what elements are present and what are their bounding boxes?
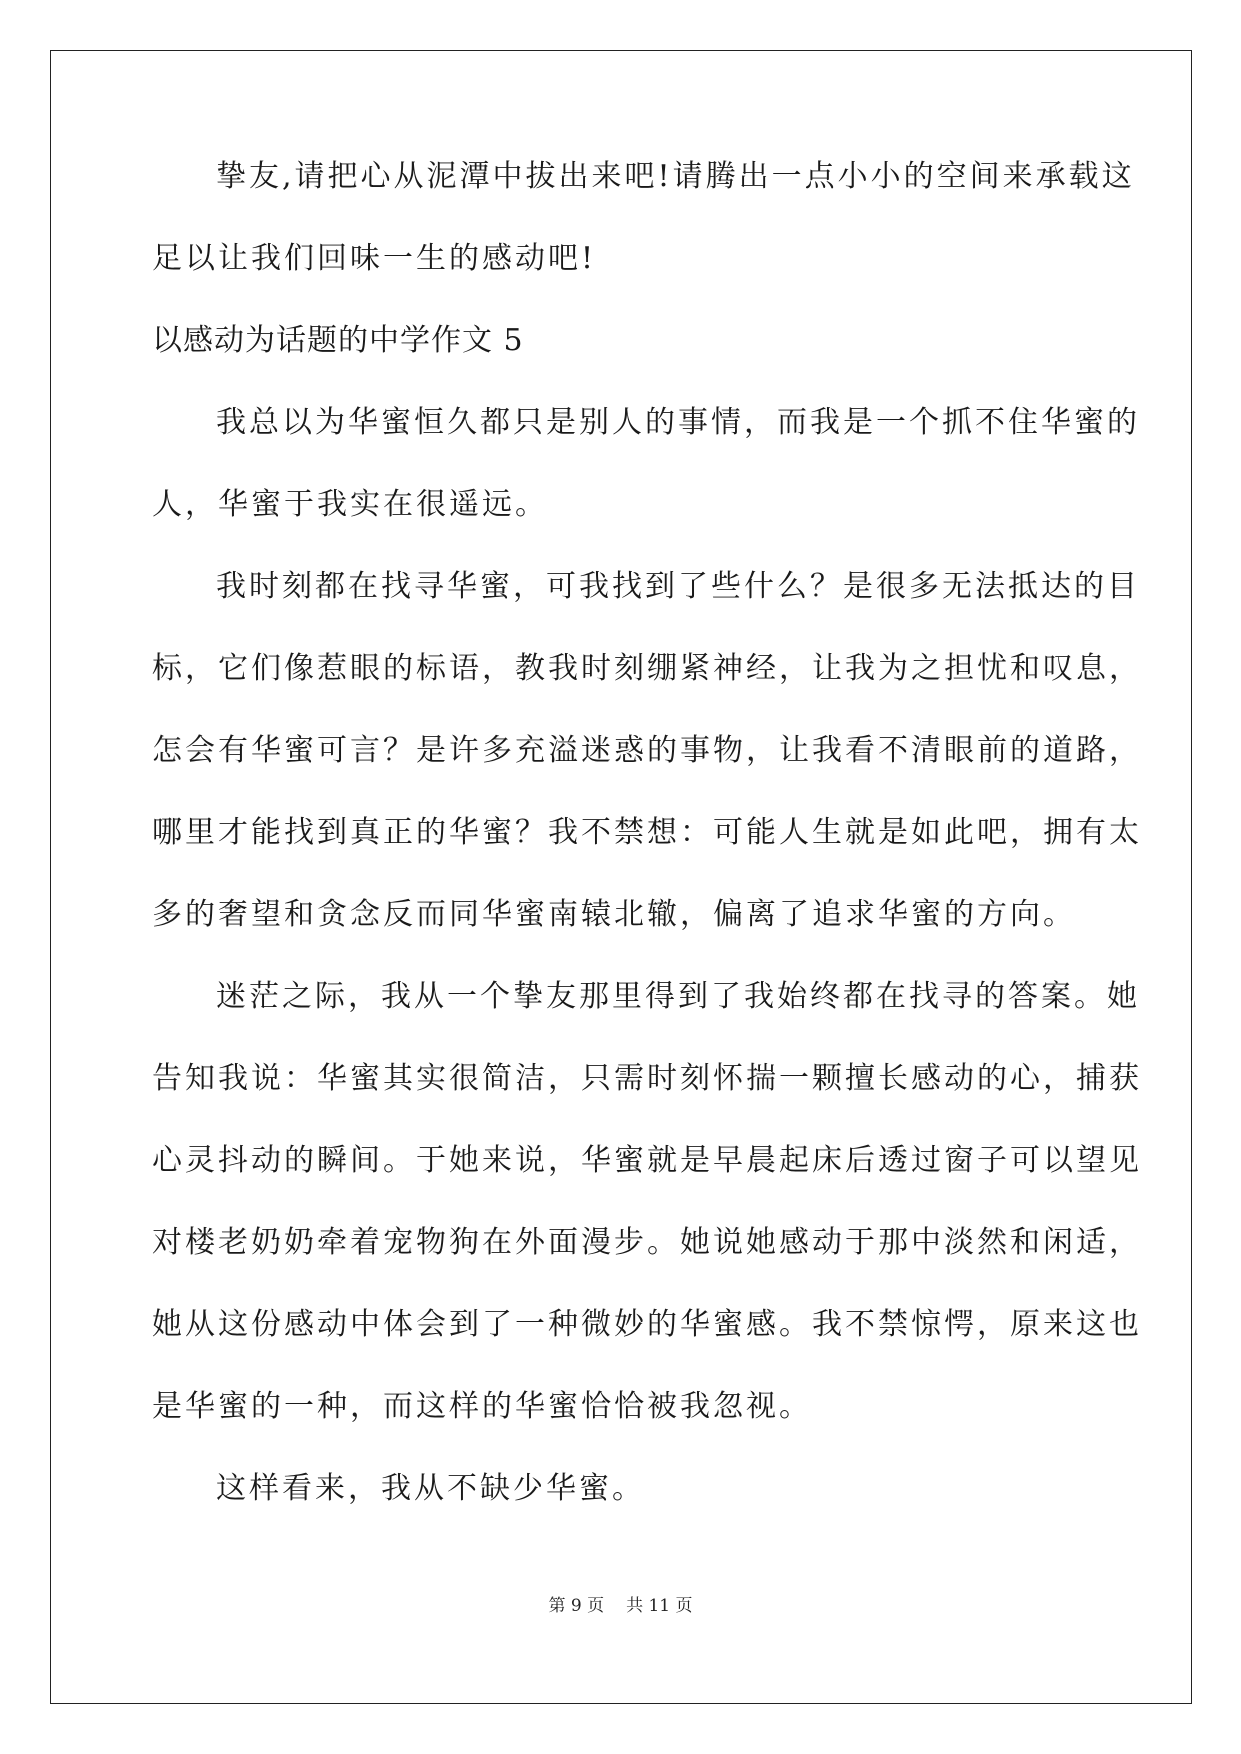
paragraph-line: 对楼老奶奶牵着宠物狗在外面漫步。她说她感动于那中淡然和闲适， (152, 1225, 1142, 1260)
paragraph-line: 怎会有华蜜可言？是许多充溢迷惑的事物，让我看不清眼前的道路， (152, 733, 1142, 768)
paragraph-line: 这样看来，我从不缺少华蜜。 (216, 1471, 645, 1506)
paragraph-line: 人，华蜜于我实在很遥远。 (152, 487, 548, 522)
paragraph-line: 多的奢望和贪念反而同华蜜南辕北辙，偏离了追求华蜜的方向。 (152, 897, 1076, 932)
page-footer (0, 1591, 1241, 1616)
paragraph-line: 我总以为华蜜恒久都只是别人的事情，而我是一个抓不住华蜜的 (216, 405, 1140, 440)
paragraph-line: 是华蜜的一种，而这样的华蜜恰恰被我忽视。 (152, 1389, 812, 1424)
paragraph-line: 标，它们像惹眼的标语，教我时刻绷紧神经，让我为之担忧和叹息， (152, 651, 1142, 686)
paragraph-line: 我时刻都在找寻华蜜，可我找到了些什么？是很多无法抵达的目 (216, 569, 1140, 604)
section-heading: 以感动为话题的中学作文 5 (152, 323, 524, 358)
paragraph-line: 挚友,请把心从泥潭中拔出来吧!请腾出一点小小的空间来承载这 (216, 159, 1135, 194)
paragraph-line: 告知我说：华蜜其实很简洁，只需时刻怀揣一颗擅长感动的心，捕获 (152, 1061, 1142, 1096)
paragraph-line: 心灵抖动的瞬间。于她来说，华蜜就是早晨起床后透过窗子可以望见 (152, 1143, 1142, 1178)
page-number: 第 9 页 (548, 1596, 605, 1616)
paragraph-line: 足以让我们回味一生的感动吧! (152, 241, 597, 276)
paragraph-line: 她从这份感动中体会到了一种微妙的华蜜感。我不禁惊愕，原来这也 (152, 1307, 1142, 1342)
document-body (152, 159, 1142, 1554)
page-total: 共 11 页 (626, 1596, 693, 1616)
paragraph-line: 哪里才能找到真正的华蜜？我不禁想：可能人生就是如此吧，拥有太 (152, 815, 1142, 850)
paragraph-line: 迷茫之际，我从一个挚友那里得到了我始终都在找寻的答案。她 (216, 979, 1140, 1014)
